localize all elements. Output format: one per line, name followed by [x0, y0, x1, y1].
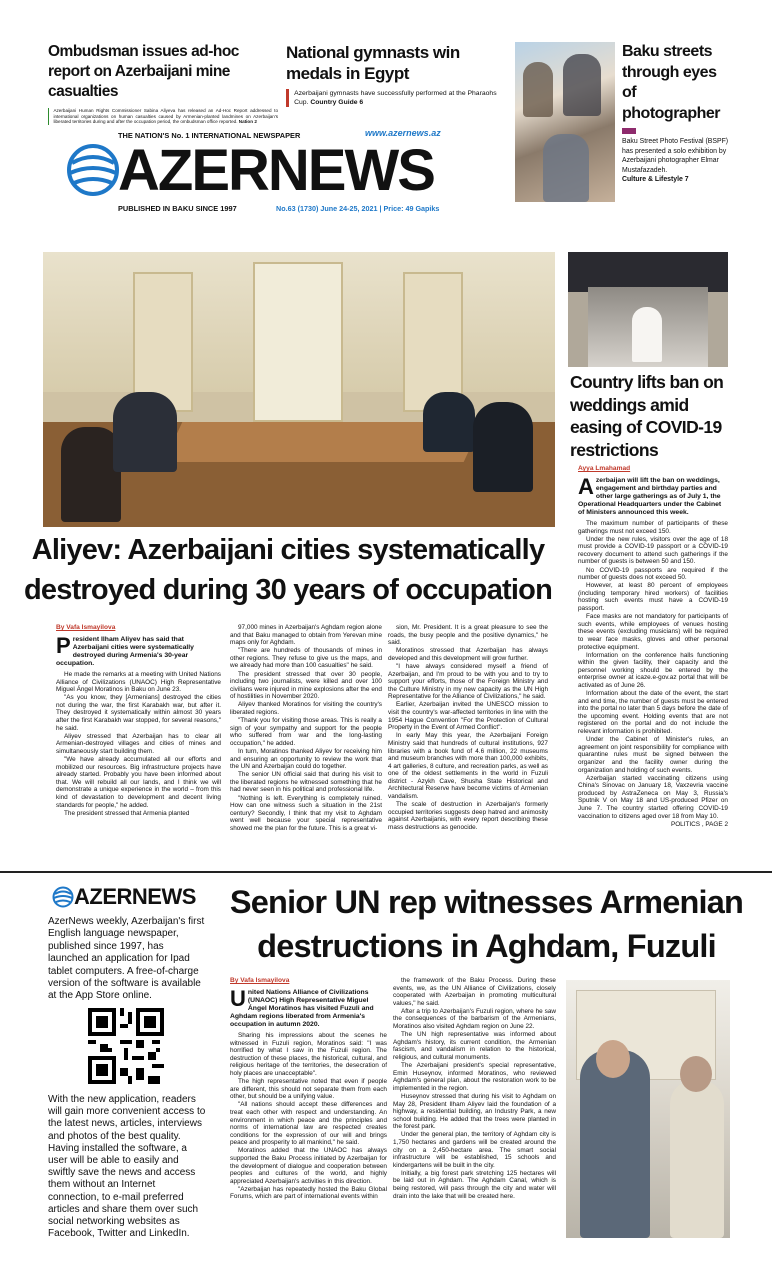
weddings-ref[interactable]: POLITICS , PAGE 2: [670, 821, 728, 829]
lead-col-3: sion, Mr. President. It is a great pleasure to see the roads, the busy people and the positive dynamics," he said. Moratinos stressed that Azerbaijan has always developed and this development will grow further. "I have always considered myself a friend of Azerbaijan, and I'm proud to be with you and to try to support your efforts, those of the Foreign Ministry and the Culture Ministry in my new capacity as the UN High Representative for the Alliance of Civilizations," he said. Earlier, Azerbaijan invited the UNESCO mission to visit the country's war-affected territories in line with the 1954 Hague Convention "For the Protection of Cultural Property in the Event of Armed Conflict". In early May this year, the Azerbaijani Foreign Ministry said that hundreds of cultural institutions, 927 libraries with a book fund of 4.6 million, 22 museums and museum branches with more than 100,000 exhibits, 4 art galleries, 8 culture, and recreation parks, as well as one of the oldest settlements in the world in Fuzuli district - Azykh Cave, Shusha State Historical and Architectural Reserve have become victims of Armenian vandalism. The scale of destruction in Azerbaijan's formerly occupied territories suggests deep hatred and animosity against Azerbaijanis, with every report describing these mass destructions as genocide.: [388, 624, 548, 831]
un-col-1: By Vafa Ismayilova United Nations Alliance of Civilizations (UNAOC) High Representative Miguel Ángel Moratinos has visited Fuzuli and Aghdam regions liberated from Armenia's occupation in autumn 2020. Sharing his impressions about the scenes he witnessed in Fuzuli region, Moratinos said: "I was horrified by what I saw in the Fuzuli region. The destruction of these places, the historical, cultural, and religious heritage of the territories, the desecration of holy places are unacceptable". The high representative noted that even if people are different, this should not separate them from each other, but should be a unifying value. "All nations should accept these differences and treat each other with respect and understanding. An environment in which peace and the principles and norms of international law are respected creates conditions for the expression of our will and brings peace and prosperity to all mankind," he said. Moratinos added that the UNAOC has always supported the Baku Process initiated by Azerbaijan for the development of dialogue and cooperation between peoples and cultures of the world, and highly appreciated Azerbaijan's activities in this direction. "Azerbaijan has repeatedly hosted the Baku Global Forums, which are part of international events within: [230, 977, 387, 1201]
lead-headline: Aliyev: Azerbaijani cities systematically destroyed during 30 years of occupation: [24, 534, 552, 606]
lead-intro: President Ilham Aliyev has said that Azerbaijani cities were systematically destroyed during Armenia's 30-year occupation.: [56, 633, 194, 667]
meeting-photo: [43, 252, 555, 527]
promo-logo: AZERNEWS: [74, 884, 196, 909]
teaser-text: Baku Street Photo Festival (BSPF) has presented a solo exhibition by Azerbaijani photographer Elmar Mustafazadeh. Culture & Lifestyle 7: [622, 138, 729, 184]
lead-col-2: 97,000 mines in Azerbaijan's Aghdam region alone and that Baku managed to obtain from Yerevan mine maps only for Aghdam. "There are hundreds of thousands of mines in other regions. They refuse to give us the maps, and we already had more than 100 casualties" he said. The president stressed that over 30 people, including two journalists, were killed and over 100 civilians were injured in mine explosions after the end of hostilities in November 2020. Aliyev thanked Moratinos for visiting the country's liberated regions. "Thank you for visiting those areas. This is really a sign of your sympathy and support for the people who suffered from war and the long-lasting occupation," he added. In turn, Moratinos thanked Aliyev for receiving him and ensuring an opportunity to review the work that the UN and Azerbaijan could do together. The senior UN official said that during his visit to the liberated regions he witnessed something that he had never seen in his political and professional life. "Nothing is left. Everything is completely ruined. How can one witness such a situation in the 21st century? Secondly, I think that my visit to Aghdam went well because your special representative showed me the plan for the future. This is a great vi-: [230, 624, 382, 832]
masthead-issue: No.63 (1730) June 24-25, 2021 | Price: 49 Gapiks: [276, 204, 440, 213]
teaser-baku[interactable]: [622, 42, 732, 185]
globe-icon: [66, 143, 120, 197]
qr-code-icon[interactable]: [88, 1008, 164, 1084]
lead-col-1: By Vafa Ismayilova President Ilham Aliyev has said that Azerbaijani cities were systematically destroyed during Armenia's 30-year occupation. He made the remarks at a meeting with United Nations Alliance of Civilizations (UNAOC) High Representative Miguel Ángel Moratinos in Baku on June 23. "As you know, they [Armenians] destroyed the cities not during the war, the first Karabakh war, but after it. They destroyed it systematically within almost 30 years after the first Karabakh war stopped, for several reasons," he said. Aliyev stressed that Azerbaijan has to clear all Armenian-destroyed villages and cities of mines and simultaneously start building them. "We have already accumulated all our efforts and mobilized our resources. Big infrastructure projects have already started. Probably you have been informed about that. We will rebuild all our lands, and I think we will demonstrate a unique experience in the world – from this kind of devastation to development and decent living standards for people," he added. The president stressed that Armenia planted: [56, 624, 221, 817]
teaser-title: Baku streets through eyes of photographer: [622, 43, 720, 122]
un-byline: By Vafa Ismayilova: [230, 977, 290, 984]
masthead-tagline: THE NATION'S No. 1 INTERNATIONAL NEWSPAPER: [118, 131, 301, 140]
teaser-title: Ombudsman issues ad-hoc report on Azerbaijani mine casualties: [48, 43, 239, 100]
weddings-headline: Country lifts ban on weddings amid easing of COVID-19 restrictions: [570, 372, 724, 460]
teaser-text: Azerbaijani gymnasts have successfully performed at the Pharaohs Cup. Country Guide 6: [294, 90, 497, 106]
moratinos-photo: [566, 980, 730, 1238]
wedding-photo: [568, 252, 728, 367]
promo-text-1: AzerNews weekly, Azerbaijan's first English language newspaper, published since 1997, has launched an application for Ipad tablet computers. A free-of-charge version of the software is available at the App Store online.: [48, 916, 205, 1002]
masthead-website[interactable]: www.azernews.az: [365, 128, 441, 138]
teaser-ombudsman[interactable]: [48, 42, 278, 125]
accent-bar: [48, 108, 49, 125]
photographer-photo: [515, 42, 615, 202]
teaser-title: National gymnasts win medals in Egypt: [286, 43, 460, 83]
un-col-2: the framework of the Baku Process. During these events, we, as the UN Alliance of Civilizations, closely cooperated with Azerbaijan in promoting multicultural values," he said. After a trip to Azerbaijan's Fuzuli region, where he saw the consequences of the barbarism of the Armenians, Moratinos also visited Aghdam region on June 22. The UN high representative was informed about Aghdam's history, its current condition, the Armenian fascism, and vandalism in relation to the historical, religious, and cultural monuments. The Azerbaijani president's special representative, Emin Huseynov, informed Moratinos, who reviewed Aghdam's general plan, about the restoration work to be implemented in the region. Huseynov stressed that during his visit to Aghdam on May 28, President Ilham Aliyev laid the foundation of a highway, a residential building, an Industry Park, a new school building. He added that the trees were planted in the forest park. Under the general plan, the territory of Aghdam city is 1,750 hectares and gardens will be created around the city on a 2,450-hectare area. The smart social infrastructure will be established, 15 schools and kindergartens will be built in the city. Initially, a big forest park stretching 125 hectares will be laid out in Aghdam. The Aghdam Canal, which is being restored, will pass through the city and water will drain into the lake that will be created here.: [393, 977, 556, 1200]
un-headline: Senior UN rep witnesses Armenian destructions in Aghdam, Fuzuli: [229, 884, 744, 964]
weddings-byline: Ayya Lmahamad: [578, 465, 631, 472]
weddings-story: Ayya Lmahamad Azerbaijan will lift the ban on weddings, engagement and birthday parties and other large gatherings as of July 1, the Operational Headquarters under the Cabinet of Ministers announced this week. The maximum number of participants of these gatherings must not exceed 150. Under the new rules, visitors over the age of 18 must provide a COVID-19 passport or a COVID-19 recovery document to attend such gatherings if the number of guests is between 50 and 150. No COVID-19 passports are required if the number of guests does not exceed 50. However, at least 80 percent of employees (including temporary hired workers) of facilities hosting such events must have a COVID-19 passport. Face masks are not mandatory for participants of such events, while employees of venues hosting these events (excluding musicians) will be required to wear face masks, gloves and other personal protective equipment. Information on the conference halls functioning within the given facility, their capacity and the personnel working should be entered by the enterprise owner at icaze.e-gov.az portal that will be activated as of June 26. Information about the date of the event, the start and end time, the number of guests must be entered into the portal no later than 5 days before the date of the upcoming event. Holding events that are not registered on the portal and do not include the relevant information is prohibited. Under the Cabinet of Minister's rules, an agreement on joint responsibility for compliance with quarantine rules must be signed between the organizer and the facility owner during the organization and holding of such events. Azerbaijan started vaccinating citizens using China's Sinovac on January 18, Vaxzevria vaccine produced by AstraZeneca on May 3, Russia's Sputnik V on May 18 and US-produced Pfizer on June 7. The country started offering COVID-19 vaccination to citizens aged over 18 from May 10. POLITICS , PAGE 2: [578, 465, 728, 829]
accent-bar: [622, 128, 636, 134]
accent-bar: [286, 89, 289, 107]
teaser-text: Azerbaijani Human Rights Commissioner Sabina Aliyeva has released an Ad-Hoc Report addressed to international organizations on human casualties caused by Armenian-planted landmines on Azerbaijan's liberated territories during and after the occupation period, the ombudsman office reported. Nation 2: [53, 108, 278, 125]
globe-small-icon: [52, 886, 74, 908]
section-divider: [0, 871, 772, 873]
promo-text-2: With the new application, readers will gain more convenient access to the latest news, articles, interviews and photos of the best quality. Having installed the software, a user will be able to easily and swiftly save the news and access them without an Internet connection, to e-mail preferred articles and share them over such social networking websites as Facebook, Twitter and LinkedIn.: [48, 1094, 206, 1240]
un-intro: United Nations Alliance of Civilizations (UNAOC) High Representative Miguel Ángel Moratinos has visited Fuzuli and Aghdam regions liberated from Armenia's occupation in autumn 2020.: [230, 986, 374, 1028]
masthead-logo: AZERNEWS: [118, 138, 434, 203]
masthead-published: PUBLISHED IN BAKU SINCE 1997: [118, 204, 237, 213]
teaser-gymnasts[interactable]: [286, 42, 506, 107]
weddings-intro: Azerbaijan will lift the ban on weddings, engagement and birthday parties and other large gatherings as of July 1, the Operational Headquarters under the Cabinet of Ministers announced this week.: [578, 474, 722, 516]
lead-byline: By Vafa Ismayilova: [56, 624, 116, 631]
